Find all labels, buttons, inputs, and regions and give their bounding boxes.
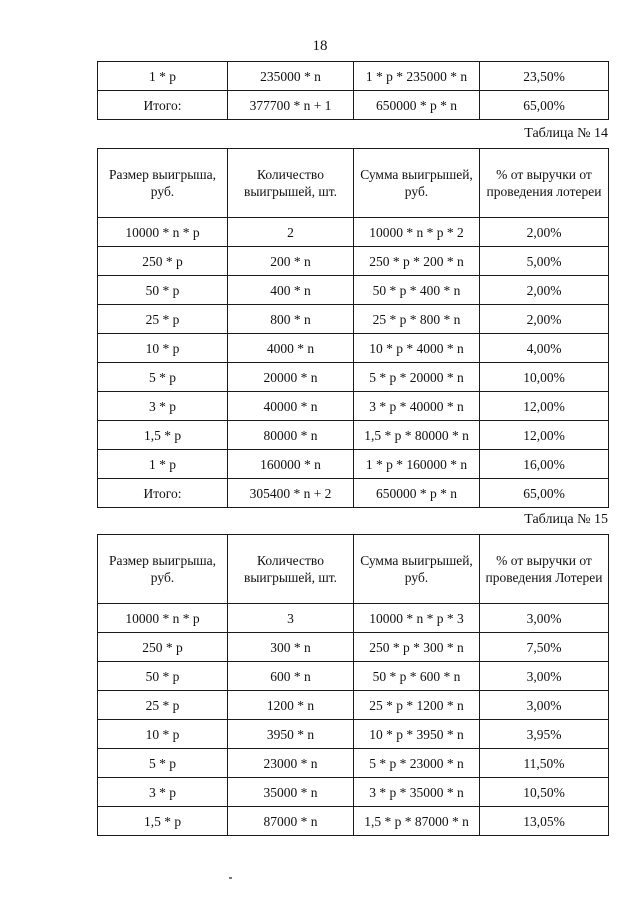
- prize-table-14: [97, 148, 609, 508]
- revenue-percent-cell: 10,00%: [480, 363, 609, 392]
- table-row: [98, 276, 609, 305]
- prize-sum-cell: 50 * p * 600 * n: [354, 662, 480, 691]
- prize-count-cell: 200 * n: [228, 247, 354, 276]
- revenue-percent-cell: 11,50%: [480, 749, 609, 778]
- prize-count-cell: 23000 * n: [228, 749, 354, 778]
- prize-count-cell: 300 * n: [228, 633, 354, 662]
- prize-count-cell: 160000 * n: [228, 450, 354, 479]
- prize-size-cell: 1,5 * p: [98, 421, 228, 450]
- prize-sum-cell: 250 * p * 300 * n: [354, 633, 480, 662]
- prize-sum-cell: 10000 * n * p * 2: [354, 218, 480, 247]
- prize-size-cell: 250 * p: [98, 633, 228, 662]
- table-row: [98, 633, 609, 662]
- revenue-percent-cell: 13,05%: [480, 807, 609, 836]
- revenue-percent-cell: 7,50%: [480, 633, 609, 662]
- prize-size-cell: 25 * p: [98, 691, 228, 720]
- revenue-percent-cell: 2,00%: [480, 276, 609, 305]
- table-row: [98, 392, 609, 421]
- prize-sum-cell: 10000 * n * p * 3: [354, 604, 480, 633]
- column-header-prize-size: Размер выигрыша, руб.: [98, 535, 228, 604]
- prize-sum-cell: 1,5 * p * 80000 * n: [354, 421, 480, 450]
- revenue-percent-cell: 3,00%: [480, 604, 609, 633]
- table-row: [98, 778, 609, 807]
- table-row: [98, 807, 609, 836]
- revenue-percent-cell: 3,00%: [480, 691, 609, 720]
- prize-count-cell: 2: [228, 218, 354, 247]
- revenue-percent-cell: 2,00%: [480, 218, 609, 247]
- prize-table-continued: [97, 61, 609, 120]
- prize-size-cell: 25 * p: [98, 305, 228, 334]
- prize-sum-cell: 650000 * p * n: [354, 479, 480, 508]
- prize-sum-cell: 10 * p * 4000 * n: [354, 334, 480, 363]
- prize-size-cell: 1 * p: [98, 450, 228, 479]
- table-row: [98, 604, 609, 633]
- prize-count-cell: 4000 * n: [228, 334, 354, 363]
- revenue-percent-cell: 23,50%: [480, 62, 609, 91]
- prize-count-cell: 87000 * n: [228, 807, 354, 836]
- column-header-revenue-percent: % от выручки от проведения Лотереи: [480, 535, 609, 604]
- revenue-percent-cell: 4,00%: [480, 334, 609, 363]
- table-row: [98, 662, 609, 691]
- revenue-percent-cell: 10,50%: [480, 778, 609, 807]
- prize-size-cell: 5 * p: [98, 749, 228, 778]
- prize-sum-cell: 3 * p * 40000 * n: [354, 392, 480, 421]
- prize-sum-cell: 10 * p * 3950 * n: [354, 720, 480, 749]
- prize-sum-cell: 5 * p * 23000 * n: [354, 749, 480, 778]
- total-row: [98, 479, 609, 508]
- prize-sum-cell: 25 * p * 800 * n: [354, 305, 480, 334]
- prize-count-cell: 3: [228, 604, 354, 633]
- table-row: [98, 305, 609, 334]
- prize-sum-cell: 5 * p * 20000 * n: [354, 363, 480, 392]
- table-row: [98, 62, 609, 91]
- prize-sum-cell: 50 * p * 400 * n: [354, 276, 480, 305]
- prize-size-cell: 10 * p: [98, 720, 228, 749]
- prize-sum-cell: 25 * p * 1200 * n: [354, 691, 480, 720]
- table-row: [98, 720, 609, 749]
- table-row: [98, 691, 609, 720]
- revenue-percent-cell: 65,00%: [480, 91, 609, 120]
- prize-sum-cell: 650000 * p * n: [354, 91, 480, 120]
- prize-size-cell: Итого:: [98, 91, 228, 120]
- prize-table-15: [97, 534, 609, 836]
- prize-sum-cell: 1,5 * p * 87000 * n: [354, 807, 480, 836]
- prize-size-cell: 10000 * n * p: [98, 604, 228, 633]
- prize-count-cell: 80000 * n: [228, 421, 354, 450]
- revenue-percent-cell: 5,00%: [480, 247, 609, 276]
- prize-count-cell: 305400 * n + 2: [228, 479, 354, 508]
- prize-size-cell: Итого:: [98, 479, 228, 508]
- revenue-percent-cell: 16,00%: [480, 450, 609, 479]
- prize-size-cell: 5 * p: [98, 363, 228, 392]
- column-header-prize-count: Количество выигрышей, шт.: [228, 149, 354, 218]
- revenue-percent-cell: 12,00%: [480, 392, 609, 421]
- column-header-prize-count: Количество выигрышей, шт.: [228, 535, 354, 604]
- column-header-prize-sum: Сумма выигрышей, руб.: [354, 535, 480, 604]
- prize-size-cell: 50 * p: [98, 662, 228, 691]
- revenue-percent-cell: 3,95%: [480, 720, 609, 749]
- prize-size-cell: 50 * p: [98, 276, 228, 305]
- table-row: [98, 218, 609, 247]
- prize-sum-cell: 3 * p * 35000 * n: [354, 778, 480, 807]
- prize-size-cell: 250 * p: [98, 247, 228, 276]
- prize-count-cell: 800 * n: [228, 305, 354, 334]
- table-row: [98, 421, 609, 450]
- prize-count-cell: 3950 * n: [228, 720, 354, 749]
- table-row: [98, 334, 609, 363]
- prize-size-cell: 3 * p: [98, 392, 228, 421]
- prize-count-cell: 20000 * n: [228, 363, 354, 392]
- prize-size-cell: 1 * p: [98, 62, 228, 91]
- header-row: [98, 535, 609, 604]
- prize-size-cell: 10000 * n * p: [98, 218, 228, 247]
- column-header-revenue-percent: % от выручки от проведения лотереи: [480, 149, 609, 218]
- scan-speck: [229, 877, 232, 879]
- header-row: [98, 149, 609, 218]
- revenue-percent-cell: 3,00%: [480, 662, 609, 691]
- table-row: [98, 450, 609, 479]
- revenue-percent-cell: 2,00%: [480, 305, 609, 334]
- table-row: [98, 363, 609, 392]
- revenue-percent-cell: 65,00%: [480, 479, 609, 508]
- prize-size-cell: 3 * p: [98, 778, 228, 807]
- prize-size-cell: 1,5 * p: [98, 807, 228, 836]
- column-header-prize-size: Размер выигрыша, руб.: [98, 149, 228, 218]
- prize-count-cell: 600 * n: [228, 662, 354, 691]
- table-row: [98, 247, 609, 276]
- prize-count-cell: 235000 * n: [228, 62, 354, 91]
- prize-count-cell: 40000 * n: [228, 392, 354, 421]
- column-header-prize-sum: Сумма выигрышей, руб.: [354, 149, 480, 218]
- prize-sum-cell: 1 * p * 235000 * n: [354, 62, 480, 91]
- prize-sum-cell: 1 * p * 160000 * n: [354, 450, 480, 479]
- prize-count-cell: 377700 * n + 1: [228, 91, 354, 120]
- revenue-percent-cell: 12,00%: [480, 421, 609, 450]
- prize-size-cell: 10 * p: [98, 334, 228, 363]
- prize-sum-cell: 250 * p * 200 * n: [354, 247, 480, 276]
- page-number: 18: [312, 38, 328, 54]
- total-row: [98, 91, 609, 120]
- table-15-caption: Таблица № 15: [524, 512, 608, 527]
- table-row: [98, 749, 609, 778]
- prize-count-cell: 35000 * n: [228, 778, 354, 807]
- table-14-caption: Таблица № 14: [524, 126, 608, 141]
- prize-count-cell: 400 * n: [228, 276, 354, 305]
- prize-count-cell: 1200 * n: [228, 691, 354, 720]
